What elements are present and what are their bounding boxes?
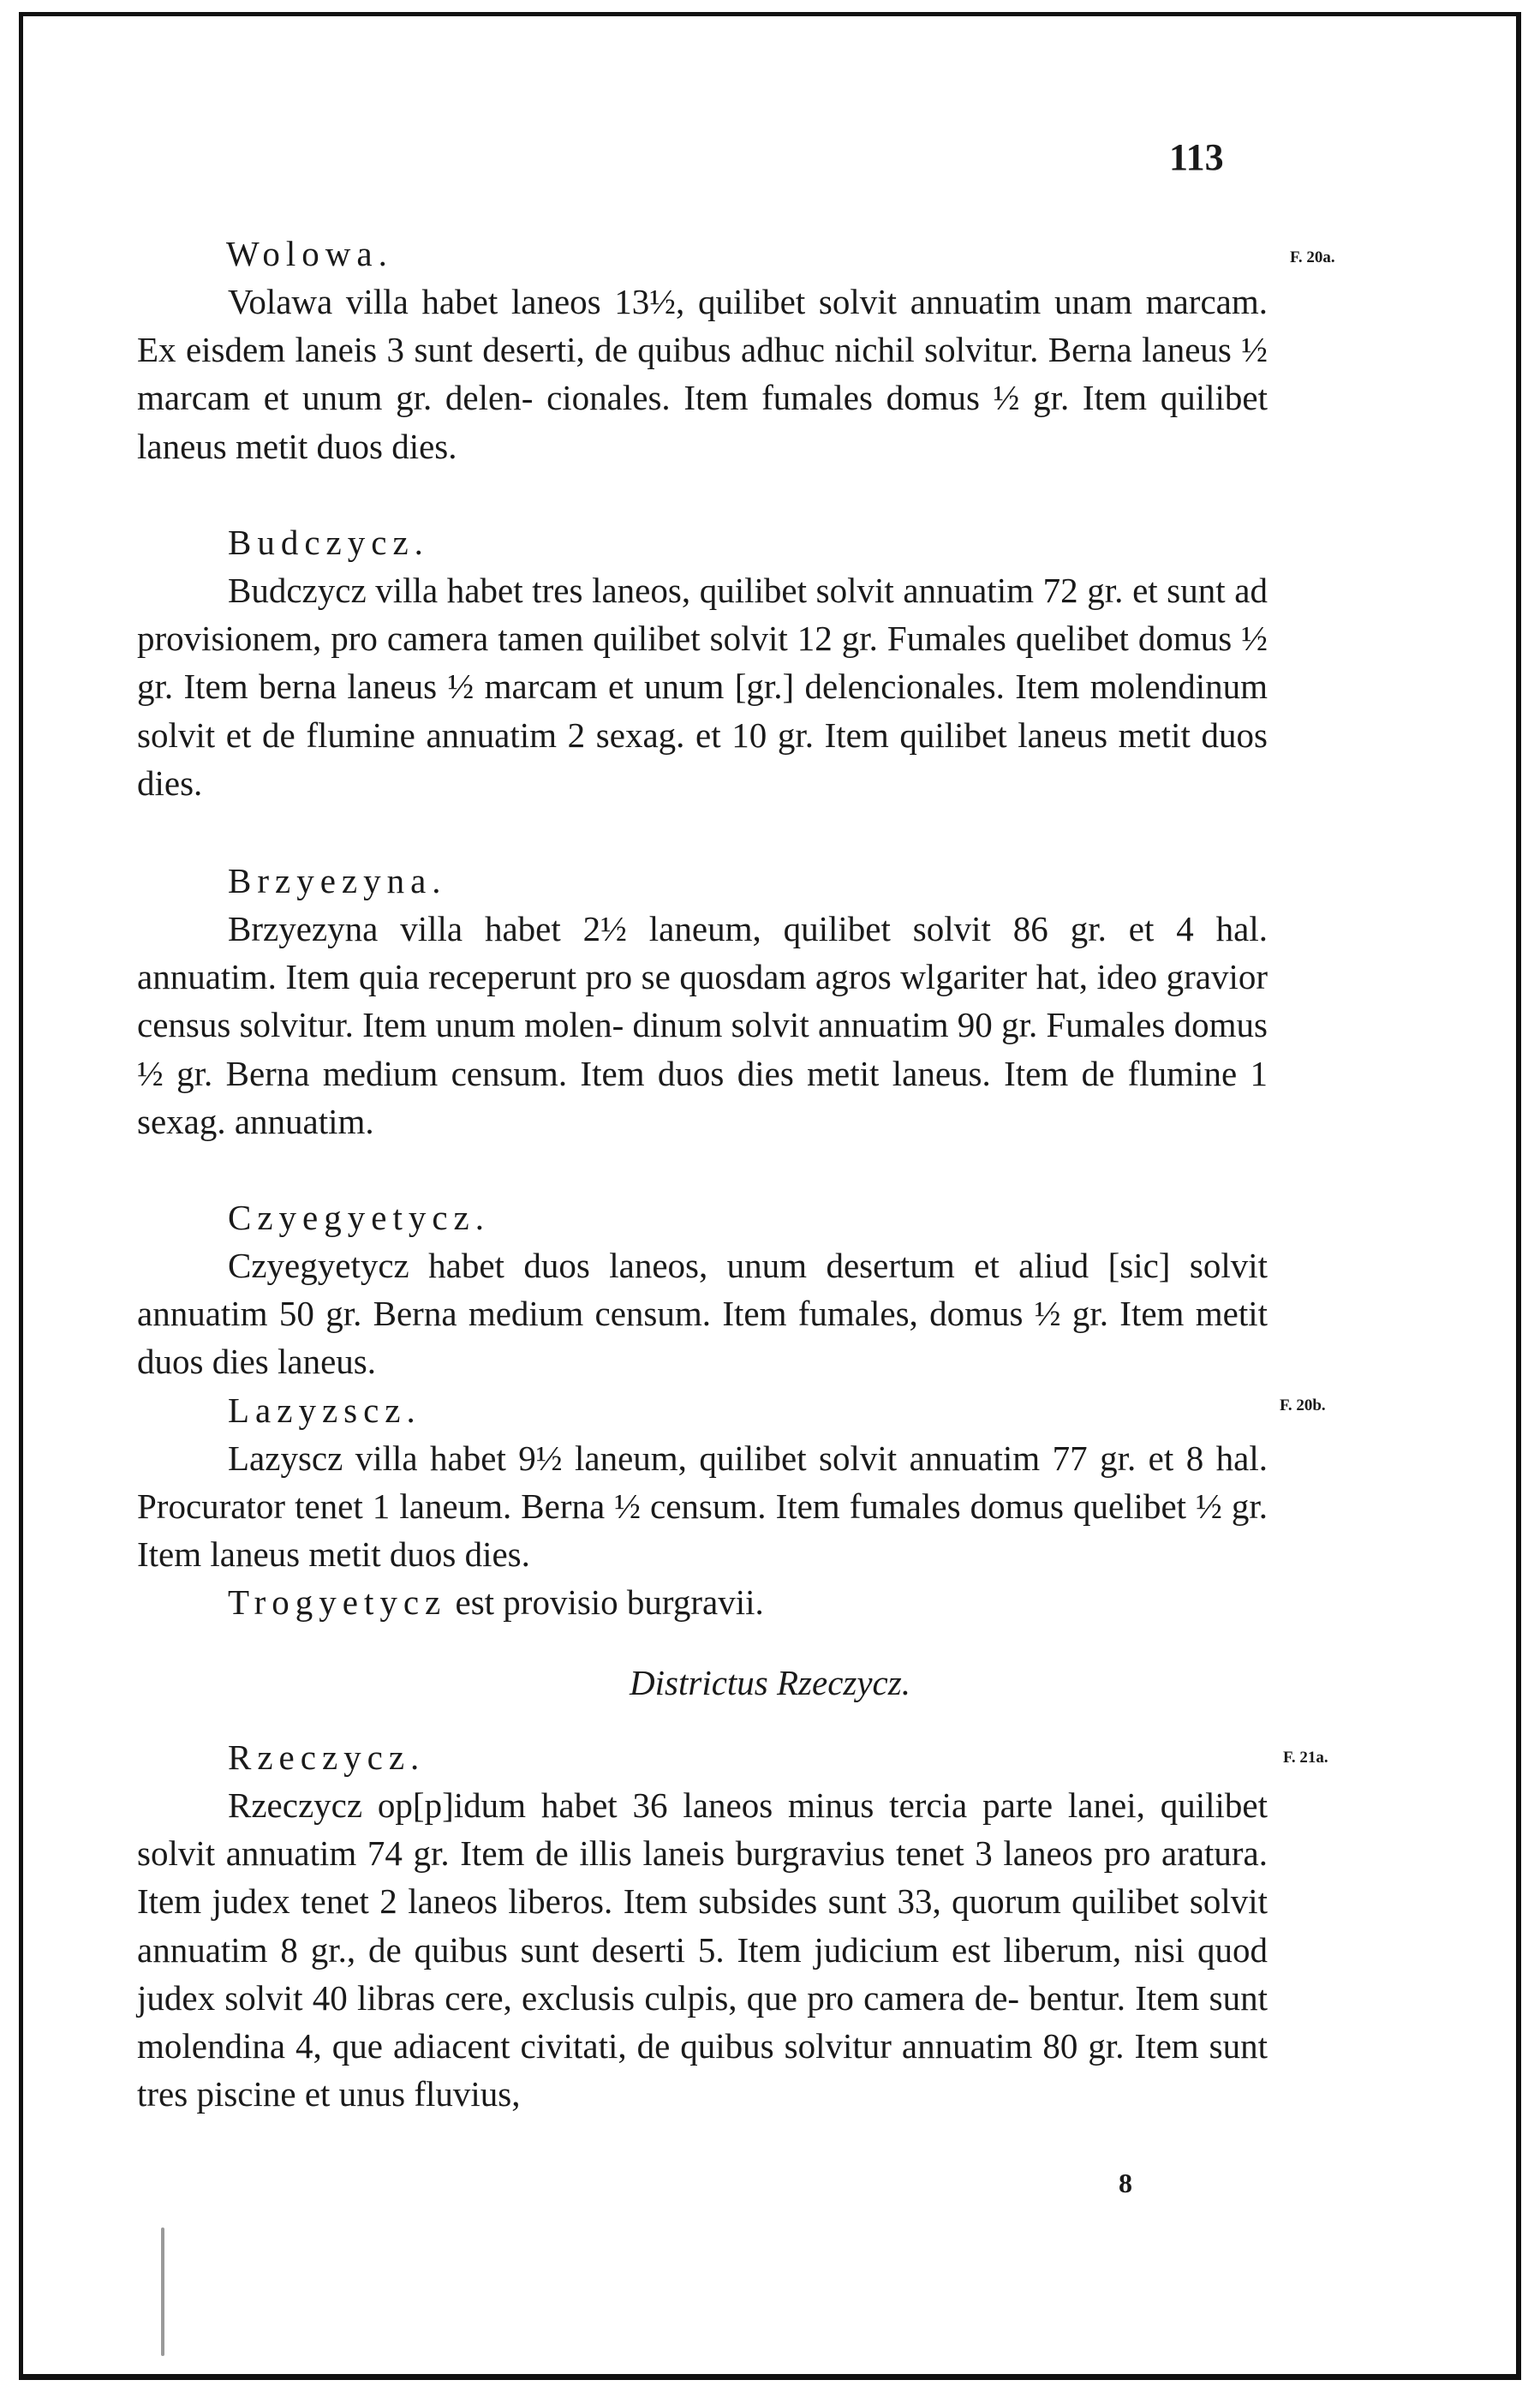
- line: Lazyscz villa habet 9½ laneum, quilibet solvit annuatim 77: [228, 1438, 1088, 1478]
- entry-heading: Wolowa.: [226, 234, 393, 273]
- heading-suffix: est provisio burgravii.: [446, 1582, 764, 1622]
- line: gr. et 8 hal. Procurator tenet 1 laneum. Berna ½ censum. Item: [137, 1438, 1268, 1527]
- heading-name: Trogyetycz: [228, 1582, 447, 1622]
- line: Brzyezyna villa habet 2½ laneum, quilibet solvit 86 gr.: [228, 909, 1107, 948]
- line: bentur. Item sunt molendina 4, que adiacent civitati, de quibus: [137, 1977, 1268, 2066]
- entry-heading: Lazyzscz.: [228, 1390, 421, 1430]
- line: de quibus sunt deserti 5. Item judicium est liberum, nisi quod: [367, 1929, 1268, 1970]
- entry-text: [137, 905, 1268, 1145]
- line: unam marcam. Ex eisdem laneis 3 sunt deserti, de quibus adhuc: [137, 282, 1268, 370]
- line: nichil solvitur. Berna laneus ½ marcam et unum gr. delen-: [137, 330, 1268, 418]
- line: Czyegyetycz habet duos laneos, unum desertum et aliud: [228, 1246, 1089, 1285]
- line: fumales domus quelibet ½ gr. Item laneus metit duos dies.: [137, 1486, 1268, 1575]
- district-heading: Districtus Rzeczycz.: [630, 1663, 910, 1702]
- line: Budczycz villa habet tres laneos, quilibet solvit annuatim: [228, 571, 1034, 610]
- entry-text: [137, 566, 1268, 807]
- line: et de flumine annuatim 2 sexag. et 10 gr. Item quilibet laneus: [225, 715, 1108, 755]
- line: medium censum. Item duos dies metit laneus. Item de flumine: [322, 1053, 1238, 1093]
- signature-mark: 8: [1119, 2168, 1132, 2198]
- entry-heading: Rzeczycz.: [228, 1737, 426, 1777]
- line: quilibet solvit annuatim 74 gr. Item de illis laneis burgravius: [137, 1785, 1268, 1874]
- line: 72 gr. et sunt ad provisionem, pro camera tamen quilibet solvit: [137, 571, 1268, 659]
- line: wlgariter hat, ideo gravior census solvitur. Item unum molen-: [137, 957, 1268, 1045]
- entry-text: [137, 1241, 1268, 1386]
- line: judex solvit 40 libras cere, exclusis culpis, que pro camera de-: [137, 1977, 1020, 2018]
- line: dinum solvit annuatim 90 gr. Fumales domus ½ gr. Berna: [137, 1005, 1268, 1093]
- entry-text: [137, 1781, 1268, 2118]
- line: et 4 hal. annuatim. Item quia receperunt pro se quosdam agros: [137, 909, 1268, 997]
- line: Item subsides sunt 33, quorum quilibet solvit annuatim 8 gr.,: [137, 1881, 1268, 1970]
- line: Rzeczycz op[p]idum habet 36 laneos minus tercia parte lanei,: [228, 1785, 1145, 1825]
- entry-czyegyetycz: [137, 1193, 1268, 1386]
- entry-rzeczycz: [137, 1733, 1268, 2118]
- margin-note-f20a: F. 20a.: [1290, 248, 1335, 266]
- line: Volawa villa habet laneos 13½, quilibet solvit annuatim: [228, 282, 1042, 321]
- entry-heading: [228, 1578, 1268, 1626]
- line: 12 gr. Fumales quelibet domus ½ gr. Item berna laneus ½: [137, 619, 1268, 707]
- entry-text: [137, 1434, 1268, 1579]
- entry-heading: Budczycz.: [228, 523, 429, 562]
- entry-budczycz: [137, 518, 1268, 807]
- line: metit duos dies.: [137, 715, 1268, 803]
- entry-heading: Czyegyetycz.: [228, 1198, 490, 1237]
- entry-trogyetycz: [137, 1578, 1268, 1626]
- page-number: 113: [1169, 136, 1224, 178]
- pencil-mark: [161, 2228, 164, 2356]
- margin-note-f21a: F. 21a.: [1283, 1749, 1328, 1767]
- line: domus ½ gr. Item metit duos dies laneus.: [137, 1294, 1268, 1382]
- entry-heading: Brzyezyna.: [228, 861, 447, 900]
- entry-lazyzscz: [137, 1386, 1268, 1579]
- line: cionales. Item fumales domus ½ gr. Item quilibet laneus metit: [137, 378, 1268, 466]
- entry-wolowa: [137, 230, 1268, 470]
- margin-note-f20b: F. 20b.: [1280, 1396, 1326, 1414]
- line: marcam et unum [gr.] delencionales. Item molendinum solvit: [137, 667, 1268, 755]
- line: solvitur annuatim 80 gr. Item sunt tres piscine et unus fluvius,: [137, 2026, 1268, 2114]
- line: tenet 3 laneos pro aratura. Item judex tenet 2 laneos liberos.: [137, 1833, 1268, 1922]
- entry-text: [137, 278, 1268, 470]
- entry-brzyezyna: [137, 857, 1268, 1145]
- line: duos dies.: [316, 426, 457, 466]
- line: [sic] solvit annuatim 50 gr. Berna medium censum. Item fumales,: [137, 1246, 1268, 1334]
- line: 1 sexag. annuatim.: [137, 1053, 1268, 1141]
